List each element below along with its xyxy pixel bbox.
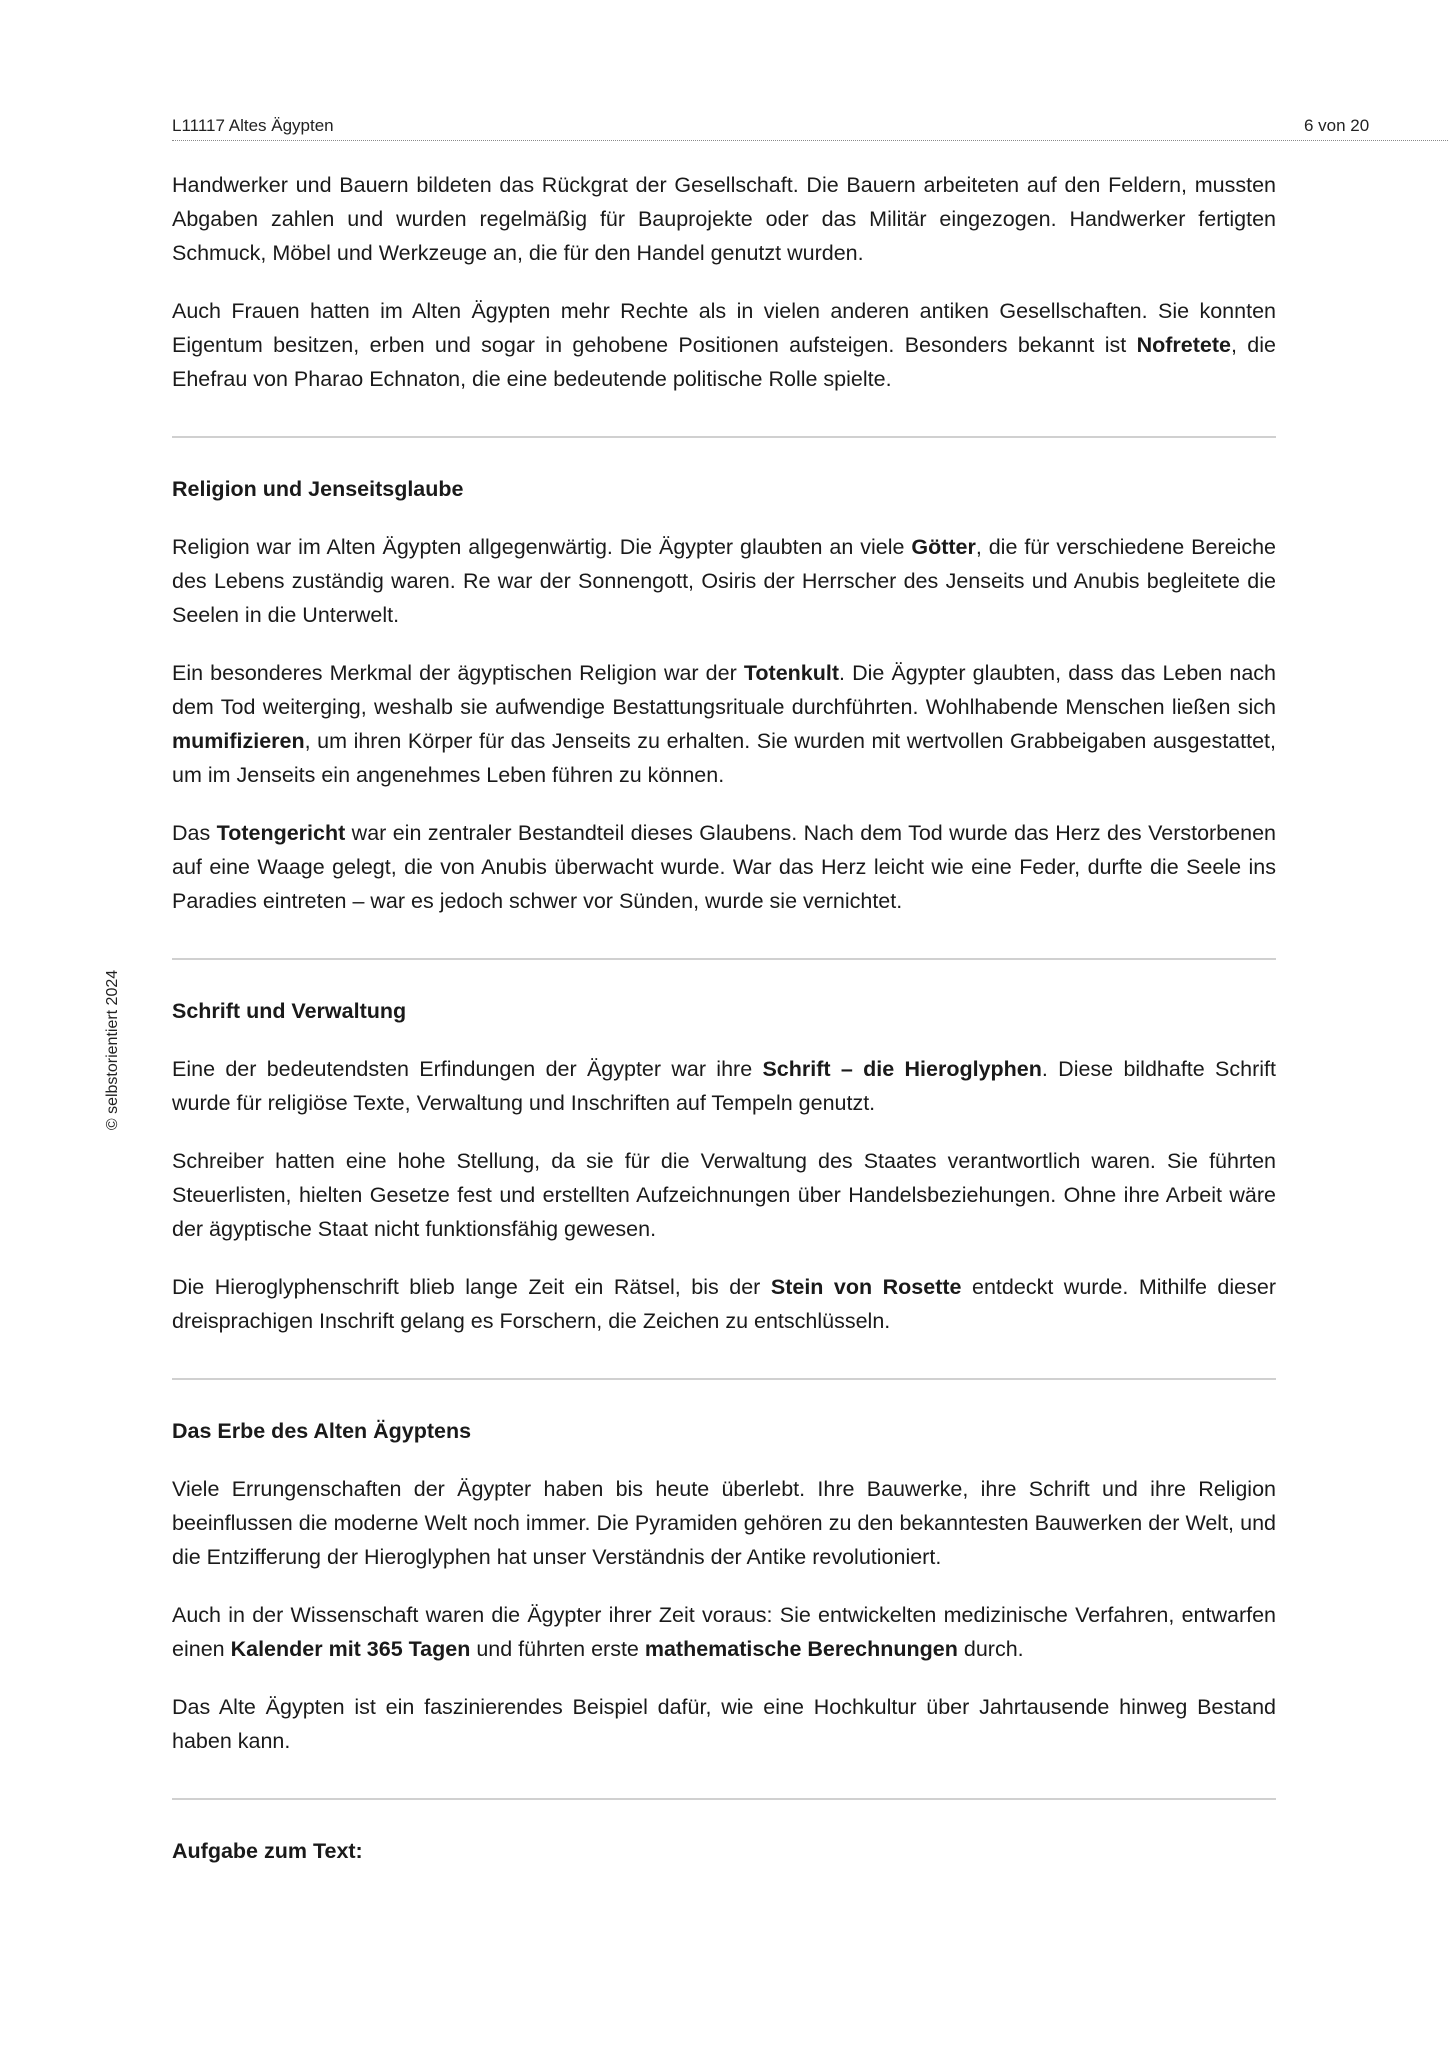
section-divider: [172, 1378, 1276, 1380]
text-span: Das: [172, 821, 217, 845]
bold-term: Totenkult: [743, 661, 840, 685]
paragraph-rosetta: [172, 1270, 1276, 1338]
text-span: und führten erste: [470, 1637, 645, 1661]
text-span: , um ihren Körper für das Jenseits zu erhalten. Sie wurden mit wertvollen Grabbeigaben ausgestattet, um im Jenseits ein angenehmes Leben führen zu können.: [172, 729, 1276, 787]
paragraph-death-cult: [172, 656, 1276, 792]
copyright-note: © selbstorientiert 2024: [104, 969, 121, 1131]
paragraph-achievements: Viele Errungenschaften der Ägypter haben bis heute überlebt. Ihre Bauwerke, ihre Schrift und ihre Religion beeinflussen die moderne Welt noch immer. Die Pyramiden gehören zu den bekanntesten Bauwerken der Welt, und die Entzifferung der Hieroglyphen hat unser Verständnis der Antike revolutioniert.: [172, 1477, 1276, 1569]
section-divider: [172, 958, 1276, 960]
paragraph-gods: [172, 530, 1276, 632]
section-title-task: Aufgabe zum Text:: [172, 1839, 363, 1863]
bold-term: Stein von Rosette: [770, 1275, 962, 1299]
section-divider: [172, 436, 1276, 438]
section-divider: [172, 1798, 1276, 1800]
text-span: Auch in der Wissenschaft waren die Ägypter ihrer Zeit voraus: Sie entwickelten medizinische Verfahren, entwarfen einen: [172, 1603, 1276, 1661]
text-span: , die für verschiedene Bereiche des Lebens zuständig waren. Re war der Sonnengott, Osiris der Herrscher des Jenseits und Anubis begleitete die Seelen in die Unterwelt.: [172, 535, 1276, 627]
document-body: [172, 168, 1276, 1892]
text-span: Religion war im Alten Ägypten allgegenwärtig. Die Ägypter glaubten an viele: [172, 535, 912, 559]
section-title-religion: Religion und Jenseitsglaube: [172, 477, 464, 501]
bold-term: mumifizieren: [172, 729, 305, 753]
bold-term: Götter: [911, 535, 976, 559]
section-title-writing: Schrift und Verwaltung: [172, 999, 407, 1023]
document-title: L11117 Altes Ägypten: [172, 116, 334, 135]
text-span: war ein zentraler Bestandteil dieses Glaubens. Nach dem Tod wurde das Herz des Verstorbenen auf eine Waage gelegt, die von Anubis überwacht wurde. War das Herz leicht wie eine Feder, durfte die Seele ins Paradies eintreten – war es jedoch schwer vor Sünden, wurde sie vernichtet.: [172, 821, 1276, 913]
paragraph-scribes: Schreiber hatten eine hohe Stellung, da sie für die Verwaltung des Staates verantwortlich waren. Sie führten Steuerlisten, hielten Gesetze fest und erstellten Aufzeichnungen über Handelsbeziehungen. Ohne ihre Arbeit wäre der ägyptische Staat nicht funktionsfähig gewesen.: [172, 1149, 1276, 1241]
paragraph-hieroglyphs: [172, 1052, 1276, 1120]
bold-term: Totengericht: [216, 821, 346, 845]
page-header: [172, 116, 1448, 141]
paragraph-women-rights: [172, 294, 1276, 396]
text-span: Die Hieroglyphenschrift blieb lange Zeit ein Rätsel, bis der: [172, 1275, 771, 1299]
paragraph-judgment: [172, 816, 1276, 918]
text-span: Auch Frauen hatten im Alten Ägypten mehr Rechte als in vielen anderen antiken Gesellschaften. Sie konnten Eigentum besitzen, erben und sogar in gehobene Positionen aufsteigen. Besonders bekannt ist: [172, 299, 1276, 357]
bold-term: mathematische Berechnungen: [644, 1637, 958, 1661]
paragraph-conclusion: Das Alte Ägypten ist ein faszinierendes Beispiel dafür, wie eine Hochkultur über Jahrtausende hinweg Bestand haben kann.: [172, 1695, 1276, 1753]
text-span: durch.: [957, 1637, 1024, 1661]
page-indicator: 6 von 20: [1304, 116, 1370, 135]
text-span: Ein besonderes Merkmal der ägyptischen Religion war der: [172, 661, 744, 685]
bold-term: Schrift – die Hieroglyphen: [762, 1057, 1042, 1081]
paragraph-social-classes: Handwerker und Bauern bildeten das Rückgrat der Gesellschaft. Die Bauern arbeiteten auf den Feldern, mussten Abgaben zahlen und wurden regelmäßig für Bauprojekte oder das Militär eingezogen. Handwerker fertigten Schmuck, Möbel und Werkzeuge an, die für den Handel genutzt wurden.: [172, 173, 1276, 265]
text-span: . Die Ägypter glaubten, dass das Leben nach dem Tod weiterging, weshalb sie aufwendige Bestattungsrituale durchführten. Wohlhabende Menschen ließen sich: [172, 661, 1276, 719]
text-span: entdeckt wurde. Mithilfe dieser dreisprachigen Inschrift gelang es Forschern, die Zeichen zu entschlüsseln.: [172, 1275, 1276, 1333]
section-title-legacy: Das Erbe des Alten Ägyptens: [172, 1419, 472, 1443]
text-span: . Diese bildhafte Schrift wurde für religiöse Texte, Verwaltung und Inschriften auf Tempeln genutzt.: [172, 1057, 1276, 1115]
text-span: Eine der bedeutendsten Erfindungen der Ägypter war ihre: [172, 1057, 763, 1081]
bold-term: Nofretete: [1136, 333, 1231, 357]
paragraph-science: [172, 1598, 1276, 1666]
bold-term: Kalender mit 365 Tagen: [230, 1637, 471, 1661]
text-span: , die Ehefrau von Pharao Echnaton, die eine bedeutende politische Rolle spielte.: [172, 333, 1276, 391]
